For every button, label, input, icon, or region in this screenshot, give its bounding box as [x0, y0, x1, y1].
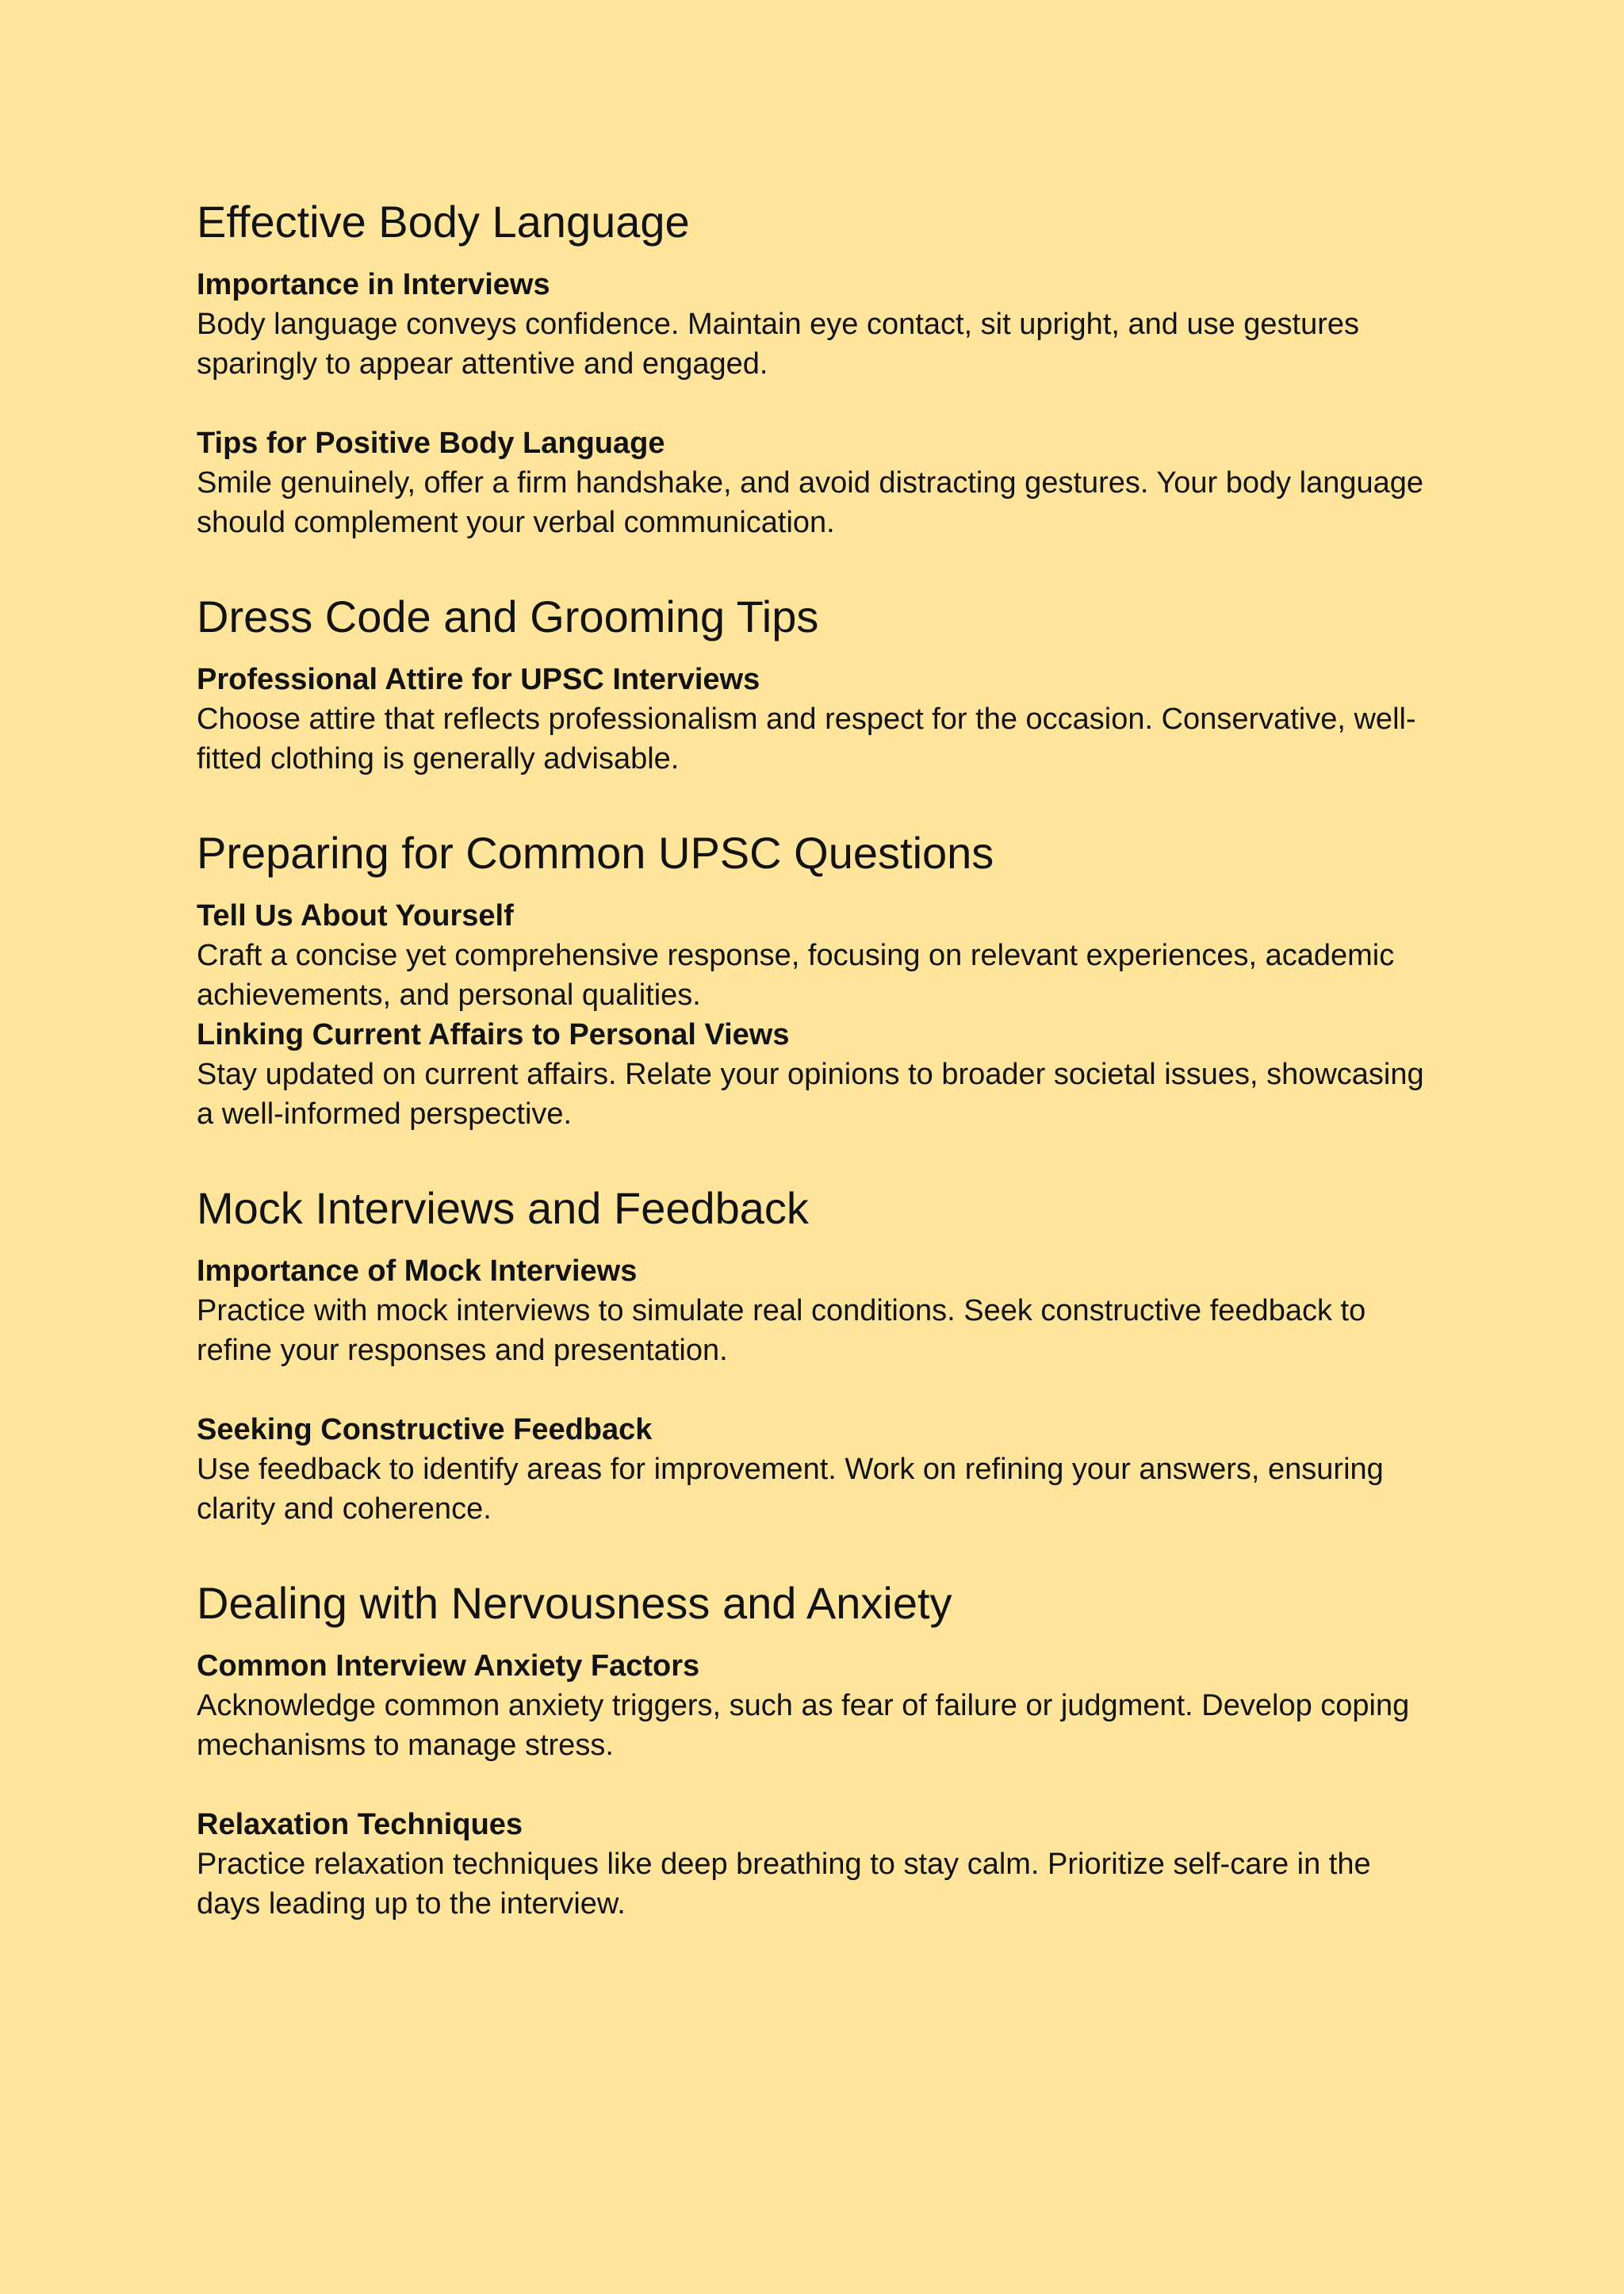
subsection-title: Tell Us About Yourself — [197, 899, 514, 933]
subsection-body: Stay updated on current affairs. Relate your opinions to broader societal issues, showcasing a well-informed perspective. — [197, 1058, 1424, 1131]
subsection — [197, 423, 1434, 542]
subsection-title: Seeking Constructive Feedback — [197, 1413, 653, 1446]
section-nervousness — [197, 1576, 1434, 1924]
section-title: Effective Body Language — [197, 197, 690, 247]
section-title: Dress Code and Grooming Tips — [197, 592, 819, 641]
section-dress-code — [197, 590, 1434, 779]
subsection-title: Linking Current Affairs to Personal Views — [197, 1018, 790, 1051]
subsection — [197, 1410, 1434, 1529]
subsection — [197, 1251, 1434, 1370]
subsection-title: Relaxation Techniques — [197, 1808, 523, 1841]
subsection-body: Body language conveys confidence. Maintain eye contact, sit upright, and use gestures sparingly to appear attentive and engaged. — [197, 308, 1360, 381]
subsection — [197, 1015, 1434, 1134]
subsection — [197, 1805, 1434, 1924]
section-body-language — [197, 195, 1434, 542]
subsection — [197, 1646, 1434, 1765]
subsection-title: Importance in Interviews — [197, 268, 550, 301]
subsection-title: Common Interview Anxiety Factors — [197, 1649, 700, 1683]
subsection — [197, 896, 1434, 1015]
subsection-body: Choose attire that reflects professionalism and respect for the occasion. Conservative, well-fitted clothing is generally advisable. — [197, 703, 1416, 776]
subsection — [197, 265, 1434, 384]
subsection-body: Acknowledge common anxiety triggers, such as fear of failure or judgment. Develop coping mechanisms to manage stress. — [197, 1689, 1410, 1762]
subsection-body: Practice with mock interviews to simulate real conditions. Seek constructive feedback to refine your responses and presentation. — [197, 1294, 1366, 1367]
subsection-body: Use feedback to identify areas for improvement. Work on refining your answers, ensuring clarity and coherence. — [197, 1453, 1384, 1526]
section-title: Dealing with Nervousness and Anxiety — [197, 1578, 952, 1628]
section-title: Preparing for Common UPSC Questions — [197, 828, 994, 878]
subsection-body: Practice relaxation techniques like deep breathing to stay calm. Prioritize self-care in the days leading up to the interview. — [197, 1848, 1371, 1921]
section-common-questions — [197, 826, 1434, 1134]
subsection-body: Smile genuinely, offer a firm handshake, and avoid distracting gestures. Your body language should complement your verbal communication. — [197, 466, 1424, 539]
section-title: Mock Interviews and Feedback — [197, 1183, 809, 1233]
subsection-title: Professional Attire for UPSC Interviews — [197, 663, 760, 696]
subsection-title: Importance of Mock Interviews — [197, 1254, 638, 1288]
document-page — [197, 195, 1434, 1971]
subsection-title: Tips for Positive Body Language — [197, 427, 665, 460]
section-mock-interviews — [197, 1181, 1434, 1529]
subsection — [197, 660, 1434, 779]
subsection-body: Craft a concise yet comprehensive response, focusing on relevant experiences, academic achievements, and personal qualities. — [197, 939, 1395, 1012]
